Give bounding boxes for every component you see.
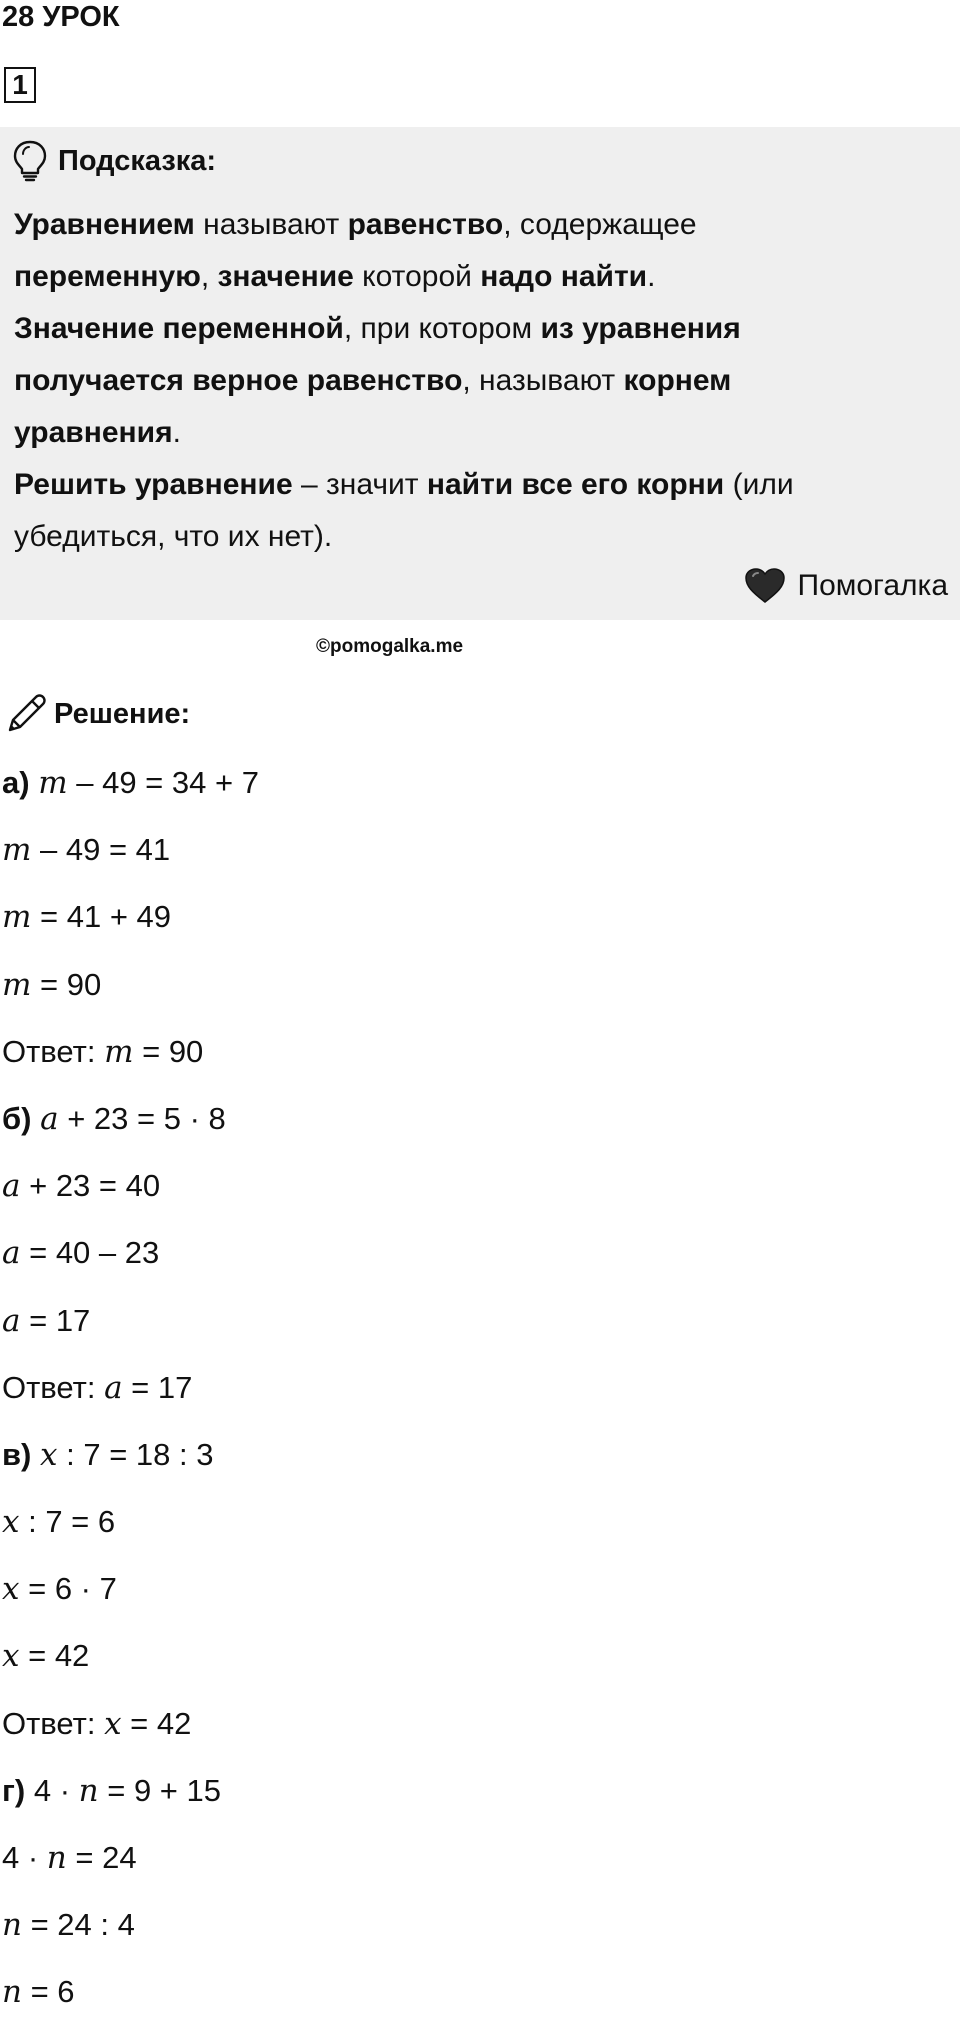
variable: n bbox=[46, 1840, 67, 1876]
solution-line bbox=[2, 1429, 259, 1496]
solution-lines bbox=[2, 757, 259, 2034]
expression: = 9 + 15 bbox=[98, 1772, 222, 1808]
variable: x bbox=[2, 1638, 20, 1675]
variable: n bbox=[78, 1772, 99, 1809]
solution-line bbox=[2, 1832, 259, 1899]
solution-line bbox=[2, 1295, 259, 1362]
pencil-icon bbox=[4, 692, 48, 736]
line-prefix: Ответ: bbox=[2, 1033, 105, 1069]
variable: n bbox=[2, 1974, 22, 2011]
expression: : 7 = 6 bbox=[19, 1504, 116, 1540]
hint-line: убедиться, что их нет). bbox=[14, 520, 333, 553]
solution-line bbox=[2, 1026, 259, 1093]
variable: m bbox=[104, 1033, 134, 1070]
variable: m bbox=[2, 966, 32, 1003]
variable: m bbox=[38, 765, 68, 801]
lightbulb-icon bbox=[10, 139, 50, 183]
part-label: а) bbox=[2, 765, 30, 800]
hint-text bbox=[14, 199, 914, 563]
solution-line bbox=[2, 1563, 259, 1630]
solution-line bbox=[2, 1496, 259, 1563]
expression: = 17 bbox=[122, 1369, 193, 1405]
solution-line bbox=[2, 1227, 259, 1294]
expression: = 40 – 23 bbox=[20, 1235, 160, 1271]
hint-label: Подсказка: bbox=[58, 144, 217, 177]
hint-line: Уравнением называют равенство, содержащее bbox=[14, 208, 697, 241]
variable: a bbox=[2, 1235, 21, 1272]
hint-header bbox=[10, 139, 216, 183]
solution-line bbox=[2, 1698, 259, 1765]
part-label: г) bbox=[2, 1772, 26, 1808]
solution-line bbox=[2, 1765, 259, 1832]
line-prefix: 4 · bbox=[2, 1840, 47, 1875]
line-prefix: Ответ: bbox=[2, 1705, 105, 1741]
expression: = 42 bbox=[121, 1705, 192, 1741]
solution-line bbox=[2, 757, 259, 824]
solution-line bbox=[2, 1966, 259, 2033]
expression: – 49 = 41 bbox=[31, 832, 171, 868]
hint-line: получается верное равенство, называют корнем bbox=[14, 364, 732, 397]
lesson-title: 28 УРОК bbox=[2, 1, 120, 33]
expression: = 42 bbox=[19, 1638, 90, 1674]
variable: x bbox=[2, 1504, 20, 1541]
hint-box bbox=[0, 127, 960, 620]
variable: x bbox=[104, 1705, 122, 1742]
expression: – 49 = 34 + 7 bbox=[67, 765, 259, 800]
hint-line: уравнения. bbox=[14, 416, 181, 449]
variable: m bbox=[2, 832, 32, 869]
hint-line: Значение переменной, при котором из уравнения bbox=[14, 312, 741, 345]
solution-line bbox=[2, 1630, 259, 1697]
expression: + 23 = 40 bbox=[20, 1168, 161, 1204]
part-label: б) bbox=[2, 1100, 32, 1136]
part-label: в) bbox=[2, 1436, 32, 1472]
variable: a bbox=[2, 1168, 21, 1205]
expression: = 24 bbox=[66, 1840, 137, 1875]
brand bbox=[744, 567, 949, 605]
solution-line bbox=[2, 1899, 259, 1966]
hint-line: Решить уравнение – значит найти все его корни (или bbox=[14, 468, 794, 501]
solution-line bbox=[2, 824, 259, 891]
expression: = 6 · 7 bbox=[19, 1571, 117, 1607]
variable: m bbox=[2, 899, 32, 936]
solution-header bbox=[4, 692, 190, 736]
expression: = 17 bbox=[20, 1302, 91, 1338]
brand-name: Помогалка bbox=[797, 569, 948, 602]
heart-icon bbox=[744, 567, 786, 605]
expression: = 24 : 4 bbox=[21, 1907, 135, 1943]
solution-line bbox=[2, 891, 259, 958]
hint-line: переменную, значение которой надо найти. bbox=[14, 260, 656, 293]
expression: = 6 bbox=[21, 1974, 75, 2010]
expression: = 90 bbox=[133, 1033, 204, 1069]
variable: a bbox=[104, 1369, 123, 1406]
solution-label: Решение: bbox=[54, 697, 191, 730]
variable: a bbox=[40, 1100, 59, 1137]
line-prefix: 4 · bbox=[25, 1772, 79, 1808]
solution-line bbox=[2, 1093, 259, 1160]
expression: : 7 = 18 : 3 bbox=[57, 1436, 214, 1472]
variable: n bbox=[2, 1907, 22, 1944]
copyright: ©pomogalka.me bbox=[316, 636, 464, 657]
variable: x bbox=[40, 1436, 58, 1473]
solution-line bbox=[2, 959, 259, 1026]
task-number: 1 bbox=[4, 67, 36, 103]
expression: = 90 bbox=[31, 966, 102, 1002]
variable: a bbox=[2, 1302, 21, 1339]
solution-line bbox=[2, 1362, 259, 1429]
line-prefix: Ответ: bbox=[2, 1369, 105, 1405]
expression: = 41 + 49 bbox=[31, 899, 172, 935]
expression: + 23 = 5 · 8 bbox=[58, 1100, 226, 1136]
solution-line bbox=[2, 1160, 259, 1227]
variable: x bbox=[2, 1571, 20, 1608]
